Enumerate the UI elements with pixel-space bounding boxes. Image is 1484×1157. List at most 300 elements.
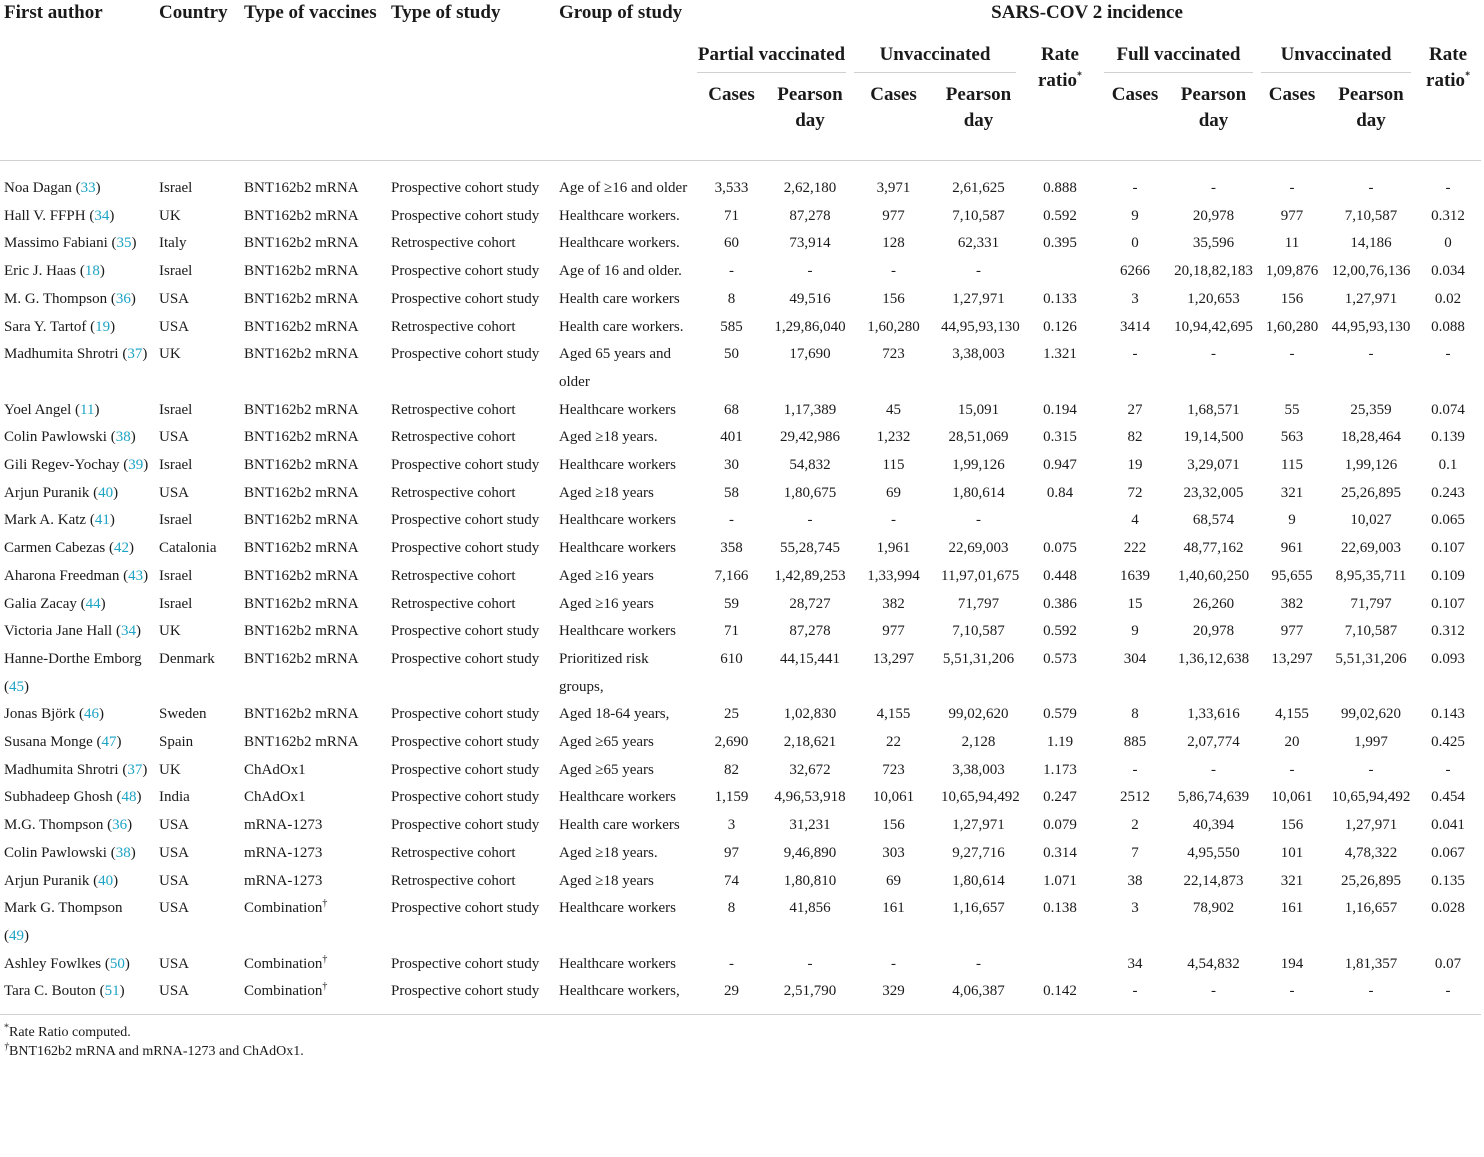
cell-full-person-day: 26,260 <box>1192 595 1235 612</box>
cell-unvacc2-person-day: 7,10,587 <box>1344 623 1398 640</box>
cell-study-type: Prospective cohort study <box>391 623 540 640</box>
cell-unvacc-person-day: 1,99,126 <box>952 457 1005 474</box>
cell-unvacc2-person-day: 25,359 <box>1350 401 1392 418</box>
cell-study-group: Health care workers <box>559 290 680 307</box>
cell-first-author: Mark A. Katz (41) <box>4 512 115 529</box>
table-row <box>0 535 1481 563</box>
table-header <box>0 0 1481 161</box>
cell-vaccine: BNT162b2 mRNA <box>244 540 359 557</box>
cell-unvacc2-cases: 11 <box>1284 235 1300 252</box>
cell-full-person-day: 1,20,653 <box>1187 290 1240 307</box>
cell-country: USA <box>159 872 190 889</box>
cell-unvacc-person-day: 3,38,003 <box>952 346 1005 363</box>
cell-country: USA <box>159 955 190 972</box>
header-incidence: SARS-COV 2 incidence <box>991 2 1183 23</box>
cell-unvacc2-cases: 10,061 <box>1271 789 1313 806</box>
cell-full-cases: 2 <box>1131 817 1139 834</box>
reference-link[interactable]: 36 <box>115 290 131 307</box>
cell-study-group: Aged ≥18 years <box>559 484 654 501</box>
cell-unvacc2-cases: 382 <box>1280 595 1304 612</box>
table-row <box>0 230 1481 258</box>
table-row <box>0 203 1481 231</box>
cell-unvacc-cases: - <box>891 263 896 280</box>
cell-partial-cases: 2,690 <box>714 734 749 751</box>
cell-country: USA <box>159 290 190 307</box>
reference-link[interactable]: 43 <box>128 567 144 584</box>
cell-partial-cases: 401 <box>720 429 743 446</box>
reference-link[interactable]: 47 <box>101 734 117 751</box>
cell-vaccine: BNT162b2 mRNA <box>244 401 359 418</box>
reference-link[interactable]: 41 <box>94 512 110 529</box>
cell-study-type: Prospective cohort study <box>391 650 540 667</box>
cell-study-group: Healthcare workers <box>559 623 677 640</box>
cell-country: UK <box>159 346 181 363</box>
cell-study-type: Prospective cohort study <box>391 540 540 557</box>
reference-link[interactable]: 40 <box>98 872 114 889</box>
cell-full-person-day: - <box>1211 983 1216 1000</box>
cell-study-group: Healthcare workers <box>559 955 677 972</box>
cell-unvacc2-cases: - <box>1289 346 1295 363</box>
cell-full-person-day: 20,978 <box>1192 623 1235 640</box>
cell-rate-ratio-full: 0.107 <box>1431 595 1465 612</box>
cell-study-group: Healthcare workers. <box>559 207 680 224</box>
cell-full-cases: 82 <box>1127 429 1143 446</box>
cell-full-person-day: 68,574 <box>1192 512 1235 529</box>
cell-partial-person-day: 29,42,986 <box>780 429 840 446</box>
header-group-of-study: Group of study <box>559 2 683 23</box>
cell-country: UK <box>159 207 181 224</box>
table-row <box>0 951 1481 979</box>
cell-partial-cases: 8 <box>727 900 736 917</box>
cell-first-author: Massimo Fabiani (35) <box>4 235 137 252</box>
cell-vaccine: BNT162b2 mRNA <box>244 235 359 252</box>
cell-country: Spain <box>159 734 194 751</box>
cell-unvacc2-cases: 101 <box>1280 844 1304 861</box>
cell-unvacc2-cases: 563 <box>1280 429 1304 446</box>
cell-study-group: Healthcare workers <box>559 900 677 917</box>
cell-unvacc-cases: 303 <box>882 844 905 861</box>
cell-study-type: Prospective cohort study <box>391 900 540 917</box>
cell-first-author: Hall V. FFPH (34) <box>4 207 115 224</box>
cell-rate-ratio-partial: 0.315 <box>1043 429 1077 446</box>
reference-link[interactable]: 37 <box>127 761 143 778</box>
cell-full-cases: - <box>1132 346 1138 363</box>
cell-study-group: Aged ≥18 years. <box>559 429 658 446</box>
cell-full-person-day: 78,902 <box>1192 900 1235 917</box>
table-row <box>0 480 1481 508</box>
cell-unvacc-person-day: 9,27,716 <box>952 844 1005 861</box>
reference-link[interactable]: 50 <box>109 955 125 972</box>
cell-full-person-day: 40,394 <box>1192 817 1235 834</box>
cell-study-type: Prospective cohort study <box>391 955 540 972</box>
cell-unvacc2-person-day: 99,02,620 <box>1341 706 1401 723</box>
table-row <box>0 812 1481 840</box>
cell-country: Israel <box>159 595 193 612</box>
cell-unvacc-person-day: 4,06,387 <box>952 983 1005 1000</box>
reference-link[interactable]: 33 <box>80 180 96 196</box>
cell-unvacc-cases: 156 <box>882 290 905 307</box>
cell-partial-cases: 50 <box>724 346 739 363</box>
cell-partial-person-day: - <box>807 512 813 529</box>
cell-full-person-day: 4,95,550 <box>1187 844 1240 861</box>
cell-country: USA <box>159 817 190 834</box>
cell-country: UK <box>159 761 181 778</box>
cell-vaccine: BNT162b2 mRNA <box>244 734 359 751</box>
cell-rate-ratio-full: 0.088 <box>1431 318 1465 335</box>
cell-rate-ratio-partial: 0.247 <box>1043 789 1077 806</box>
cell-partial-cases: 7,166 <box>714 567 749 584</box>
header-type-of-vaccines: Type of vaccines <box>244 2 377 23</box>
cell-full-person-day: 20,978 <box>1192 207 1235 224</box>
cell-study-group: Aged ≥16 years <box>559 567 654 584</box>
cell-study-group: Aged 65 years and older <box>559 346 672 390</box>
cell-partial-person-day: 17,690 <box>789 346 831 363</box>
cell-vaccine: ChAdOx1 <box>244 789 306 806</box>
cell-study-type: Prospective cohort study <box>391 761 540 778</box>
table-row <box>0 397 1481 425</box>
cell-vaccine: Combination† <box>244 981 328 1000</box>
cell-unvacc2-person-day: 5,51,31,206 <box>1335 650 1407 667</box>
cell-unvacc2-cases: - <box>1289 983 1295 1000</box>
cell-first-author: Galia Zacay (44) <box>4 595 106 612</box>
cell-rate-ratio-partial <box>1020 258 1100 286</box>
cell-partial-person-day: 87,278 <box>789 623 831 640</box>
cell-vaccine: BNT162b2 mRNA <box>244 290 359 307</box>
cell-unvacc-cases: 128 <box>882 235 905 252</box>
cell-country: Israel <box>159 180 193 196</box>
cell-vaccine: BNT162b2 mRNA <box>244 346 359 363</box>
cell-unvacc2-cases: 1,60,280 <box>1265 318 1319 335</box>
cell-partial-cases: 68 <box>724 401 739 418</box>
cell-unvacc-cases: 10,061 <box>872 789 915 806</box>
cell-partial-cases: 59 <box>724 595 739 612</box>
cell-full-cases: 9 <box>1131 623 1139 640</box>
cell-unvacc2-cases: 55 <box>1284 401 1300 418</box>
cell-full-person-day: 20,18,82,183 <box>1174 263 1253 280</box>
cell-unvacc-person-day: 7,10,587 <box>952 623 1005 640</box>
cell-vaccine: mRNA-1273 <box>244 872 323 889</box>
reference-link[interactable]: 48 <box>121 789 137 806</box>
cell-partial-person-day: 1,02,830 <box>783 706 837 723</box>
table-row <box>0 314 1481 342</box>
cell-rate-ratio-full: 0.034 <box>1431 263 1465 280</box>
cell-partial-cases: 25 <box>724 706 739 723</box>
table-body <box>0 161 1481 1015</box>
cell-first-author: Arjun Puranik (40) <box>4 872 119 889</box>
cell-vaccine: BNT162b2 mRNA <box>244 207 359 224</box>
cell-partial-cases: 585 <box>720 318 743 335</box>
cell-study-group: Aged ≥18 years. <box>559 844 658 861</box>
cell-first-author: Aharona Freedman (43) <box>4 567 149 584</box>
cell-first-author: Susana Monge (47) <box>4 734 122 751</box>
header-person-day: Pearson day <box>1180 84 1247 131</box>
cell-unvacc2-cases: 961 <box>1280 540 1304 557</box>
cell-partial-person-day: 28,727 <box>789 595 831 612</box>
cell-vaccine: BNT162b2 mRNA <box>244 429 359 446</box>
cell-unvacc-cases: 329 <box>882 983 905 1000</box>
cell-rate-ratio-partial: 0.314 <box>1043 844 1077 861</box>
reference-link[interactable]: 42 <box>113 540 129 557</box>
cell-study-group: Healthcare workers <box>559 512 677 529</box>
cell-unvacc-cases: 1,60,280 <box>867 318 920 335</box>
cell-unvacc2-cases: 20 <box>1284 734 1300 751</box>
cell-rate-ratio-full: 0.065 <box>1431 512 1465 529</box>
cell-unvacc-cases: 13,297 <box>872 650 915 667</box>
cell-rate-ratio-partial: 0.079 <box>1043 817 1077 834</box>
cell-partial-cases: 29 <box>724 983 739 1000</box>
table-row <box>0 729 1481 757</box>
cell-unvacc-person-day: 99,02,620 <box>948 706 1009 723</box>
table-row <box>0 424 1481 452</box>
cell-full-person-day: 23,32,005 <box>1183 484 1244 501</box>
cell-unvacc-person-day: 62,331 <box>957 235 1000 252</box>
cell-rate-ratio-full: 0 <box>1444 235 1452 252</box>
reference-link[interactable]: 35 <box>116 235 132 252</box>
header-person-day: Pearson day <box>1338 84 1404 131</box>
cell-unvacc2-cases: 977 <box>1280 207 1304 224</box>
cell-rate-ratio-full: 0.074 <box>1431 401 1465 418</box>
reference-link[interactable]: 37 <box>127 346 143 363</box>
cell-full-person-day: 22,14,873 <box>1183 872 1244 889</box>
cell-study-group: Aged ≥65 years <box>559 761 654 778</box>
cell-partial-person-day: 2,51,790 <box>783 983 837 1000</box>
cell-unvacc2-cases: 1,09,876 <box>1265 263 1319 280</box>
reference-link[interactable]: 51 <box>104 983 120 1000</box>
cell-full-cases: - <box>1132 761 1138 778</box>
cell-country: Israel <box>159 512 193 529</box>
cell-rate-ratio-full: 0.109 <box>1431 567 1465 584</box>
table-row <box>0 618 1481 646</box>
cell-first-author: Noa Dagan (33) <box>4 180 101 196</box>
cell-full-cases: 885 <box>1123 734 1147 751</box>
cell-study-group: Health care workers. <box>559 318 684 335</box>
cell-rate-ratio-partial: 0.573 <box>1043 650 1077 667</box>
cell-partial-cases: 1,159 <box>714 789 749 806</box>
cell-unvacc-person-day: 1,16,657 <box>952 900 1005 917</box>
cell-study-type: Retrospective cohort <box>391 595 516 612</box>
cell-full-person-day: 1,40,60,250 <box>1177 567 1250 584</box>
cell-partial-person-day: 87,278 <box>789 207 831 224</box>
cell-unvacc-cases: 723 <box>882 761 905 778</box>
header-unvaccinated-2: Unvaccinated <box>1261 42 1411 73</box>
cell-unvacc2-person-day: - <box>1368 983 1374 1000</box>
cell-country: Israel <box>159 263 193 280</box>
cell-vaccine: Combination† <box>244 953 328 972</box>
table-row <box>0 286 1481 314</box>
cell-full-cases: 38 <box>1127 872 1143 889</box>
cell-full-cases: 3 <box>1131 290 1139 307</box>
cell-partial-person-day: 2,62,180 <box>783 180 837 196</box>
table-row <box>0 452 1481 480</box>
cell-partial-cases: 3 <box>727 817 736 834</box>
cell-country: USA <box>159 318 190 335</box>
reference-link[interactable]: 18 <box>84 263 100 280</box>
cell-vaccine: BNT162b2 mRNA <box>244 318 359 335</box>
table-row <box>0 161 1481 203</box>
cell-unvacc-person-day: - <box>976 263 981 280</box>
cell-first-author: M.G. Thompson (36) <box>4 817 133 834</box>
cell-unvacc-person-day: 10,65,94,492 <box>941 789 1020 806</box>
reference-link[interactable]: 46 <box>84 706 99 723</box>
reference-link[interactable]: 34 <box>120 623 136 640</box>
cell-unvacc2-person-day: 44,95,93,130 <box>1331 318 1411 335</box>
cell-rate-ratio-full: 0.454 <box>1431 789 1465 806</box>
cell-study-group: Healthcare workers, <box>559 983 680 1000</box>
cell-rate-ratio-full: 0.243 <box>1431 484 1465 501</box>
cell-partial-cases: 82 <box>724 761 739 778</box>
cell-full-person-day: - <box>1211 346 1216 363</box>
cell-unvacc2-cases: 321 <box>1280 484 1304 501</box>
reference-link[interactable]: 44 <box>85 595 101 612</box>
cell-unvacc-person-day: 1,27,971 <box>952 817 1005 834</box>
cell-unvacc-person-day: - <box>976 512 981 529</box>
cell-rate-ratio-full: - <box>1445 983 1451 1000</box>
cell-unvacc-person-day: 28,51,069 <box>948 429 1009 446</box>
cell-unvacc2-person-day: 4,78,322 <box>1344 844 1398 861</box>
cell-partial-cases: 358 <box>720 540 743 557</box>
cell-vaccine: BNT162b2 mRNA <box>244 180 359 196</box>
cell-study-type: Prospective cohort study <box>391 457 540 474</box>
cell-partial-cases: 74 <box>724 872 739 889</box>
reference-link[interactable]: 34 <box>94 207 110 224</box>
cell-first-author: Ashley Fowlkes (50) <box>4 955 130 972</box>
table-row <box>0 840 1481 868</box>
cell-full-cases: 7 <box>1131 844 1139 861</box>
header-person-day: Pearson day <box>777 84 843 131</box>
cell-unvacc2-person-day: 22,69,003 <box>1341 540 1401 557</box>
cell-unvacc-cases: 45 <box>886 401 901 418</box>
cell-vaccine: BNT162b2 mRNA <box>244 263 359 280</box>
cell-first-author: Yoel Angel (11) <box>4 401 100 418</box>
cell-unvacc2-cases: - <box>1289 180 1295 196</box>
cell-unvacc-cases: 69 <box>886 872 901 889</box>
cell-partial-cases: 8 <box>727 290 736 307</box>
cell-study-type: Prospective cohort study <box>391 207 540 224</box>
cell-unvacc2-person-day: 12,00,76,136 <box>1331 263 1411 280</box>
cell-full-cases: 34 <box>1127 955 1143 972</box>
reference-link[interactable]: 38 <box>115 844 131 861</box>
cell-country: Italy <box>159 235 187 252</box>
reference-link[interactable]: 40 <box>98 484 114 501</box>
header-cases: Cases <box>1268 84 1316 105</box>
cell-study-group: Healthcare workers. <box>559 235 680 252</box>
cell-partial-person-day: 1,80,810 <box>783 872 837 889</box>
cell-first-author: Mark G. Thompson (49) <box>4 900 123 944</box>
reference-link[interactable]: 49 <box>9 927 24 944</box>
table-row <box>0 978 1481 1014</box>
cell-study-type: Retrospective cohort <box>391 844 516 861</box>
cell-full-person-day: 1,68,571 <box>1187 401 1240 418</box>
cell-unvacc-cases: 382 <box>882 595 905 612</box>
reference-link[interactable]: 36 <box>112 817 128 834</box>
cell-full-person-day: 35,596 <box>1192 235 1235 252</box>
cell-country: USA <box>159 429 190 446</box>
cell-unvacc2-person-day: 8,95,35,711 <box>1335 567 1407 584</box>
cell-partial-person-day: 2,18,621 <box>783 734 837 751</box>
cell-unvacc-cases: 723 <box>882 346 905 363</box>
cell-first-author: Gili Regev-Yochay (39) <box>4 457 149 474</box>
cell-study-type: Prospective cohort study <box>391 346 540 363</box>
cell-study-group: Aged ≥16 years <box>559 595 654 612</box>
cell-unvacc2-person-day: 10,65,94,492 <box>1331 789 1411 806</box>
cell-unvacc2-person-day: 10,027 <box>1350 512 1392 529</box>
cell-partial-cases: - <box>729 263 734 280</box>
cell-vaccine: Combination† <box>244 898 328 917</box>
cell-rate-ratio-partial: 0.84 <box>1046 484 1074 501</box>
cell-vaccine: BNT162b2 mRNA <box>244 650 359 667</box>
cell-country: India <box>159 789 190 806</box>
cell-full-person-day: 2,07,774 <box>1187 734 1240 751</box>
cell-unvacc2-cases: 321 <box>1280 872 1304 889</box>
cell-full-person-day: - <box>1211 761 1216 778</box>
reference-link[interactable]: 11 <box>80 401 95 418</box>
cell-unvacc2-person-day: 1,27,971 <box>1344 817 1398 834</box>
cell-study-type: Prospective cohort study <box>391 734 540 751</box>
cell-unvacc-cases: 977 <box>882 207 905 224</box>
cell-full-person-day: 19,14,500 <box>1183 429 1244 446</box>
cell-unvacc2-cases: 194 <box>1280 955 1304 972</box>
cell-full-cases: 304 <box>1123 650 1147 667</box>
cell-study-type: Retrospective cohort <box>391 235 516 252</box>
header-partial-vaccinated: Partial vaccinated <box>697 42 846 73</box>
cell-unvacc-person-day: 2,61,625 <box>952 180 1005 196</box>
cell-partial-person-day: 54,832 <box>789 457 831 474</box>
cell-partial-cases: 58 <box>724 484 739 501</box>
cell-full-person-day: 48,77,162 <box>1183 540 1244 557</box>
cell-unvacc-cases: 1,961 <box>876 540 911 557</box>
cell-unvacc-cases: 1,33,994 <box>867 567 920 584</box>
footnote-1: *Rate Ratio computed. <box>4 1022 131 1041</box>
cell-unvacc2-person-day: 18,28,464 <box>1341 429 1401 446</box>
cell-rate-ratio-partial: 1.071 <box>1043 872 1077 889</box>
cell-partial-person-day: 31,231 <box>789 817 831 834</box>
table-row <box>0 757 1481 785</box>
header-first-author: First author <box>4 2 103 23</box>
header-person-day: Pearson day <box>945 84 1012 131</box>
table-row <box>0 646 1481 701</box>
cell-unvacc-person-day: 11,97,01,675 <box>941 567 1020 584</box>
cell-unvacc2-person-day: - <box>1368 180 1374 196</box>
table-row <box>0 591 1481 619</box>
cell-full-cases: 19 <box>1127 457 1143 474</box>
cell-country: Israel <box>159 401 193 418</box>
cell-study-group: Aged ≥65 years <box>559 734 654 751</box>
cell-unvacc2-person-day: - <box>1368 346 1374 363</box>
reference-link[interactable]: 45 <box>9 678 24 695</box>
cell-rate-ratio-partial: 0.448 <box>1043 567 1077 584</box>
cell-country: Israel <box>159 567 193 584</box>
reference-link[interactable]: 38 <box>115 429 131 446</box>
cell-partial-person-day: 73,914 <box>789 235 831 252</box>
cell-vaccine: BNT162b2 mRNA <box>244 512 359 529</box>
cell-partial-person-day: 55,28,745 <box>780 540 840 557</box>
cell-vaccine: mRNA-1273 <box>244 817 323 834</box>
cell-unvacc-person-day: 7,10,587 <box>952 207 1005 224</box>
cell-study-type: Prospective cohort study <box>391 512 540 529</box>
reference-link[interactable]: 19 <box>95 318 111 335</box>
reference-link[interactable]: 39 <box>128 457 144 474</box>
header-type-of-study: Type of study <box>391 2 501 23</box>
table-row <box>0 341 1481 396</box>
cell-unvacc-person-day: 1,27,971 <box>952 290 1005 307</box>
cell-vaccine: BNT162b2 mRNA <box>244 595 359 612</box>
cell-unvacc-cases: 115 <box>882 457 905 474</box>
cell-unvacc-cases: 69 <box>886 484 901 501</box>
cell-full-person-day: - <box>1211 180 1216 196</box>
cell-full-person-day: 3,29,071 <box>1187 457 1240 474</box>
cell-unvacc2-person-day: 1,81,357 <box>1344 955 1398 972</box>
cell-full-cases: 2512 <box>1120 789 1150 806</box>
